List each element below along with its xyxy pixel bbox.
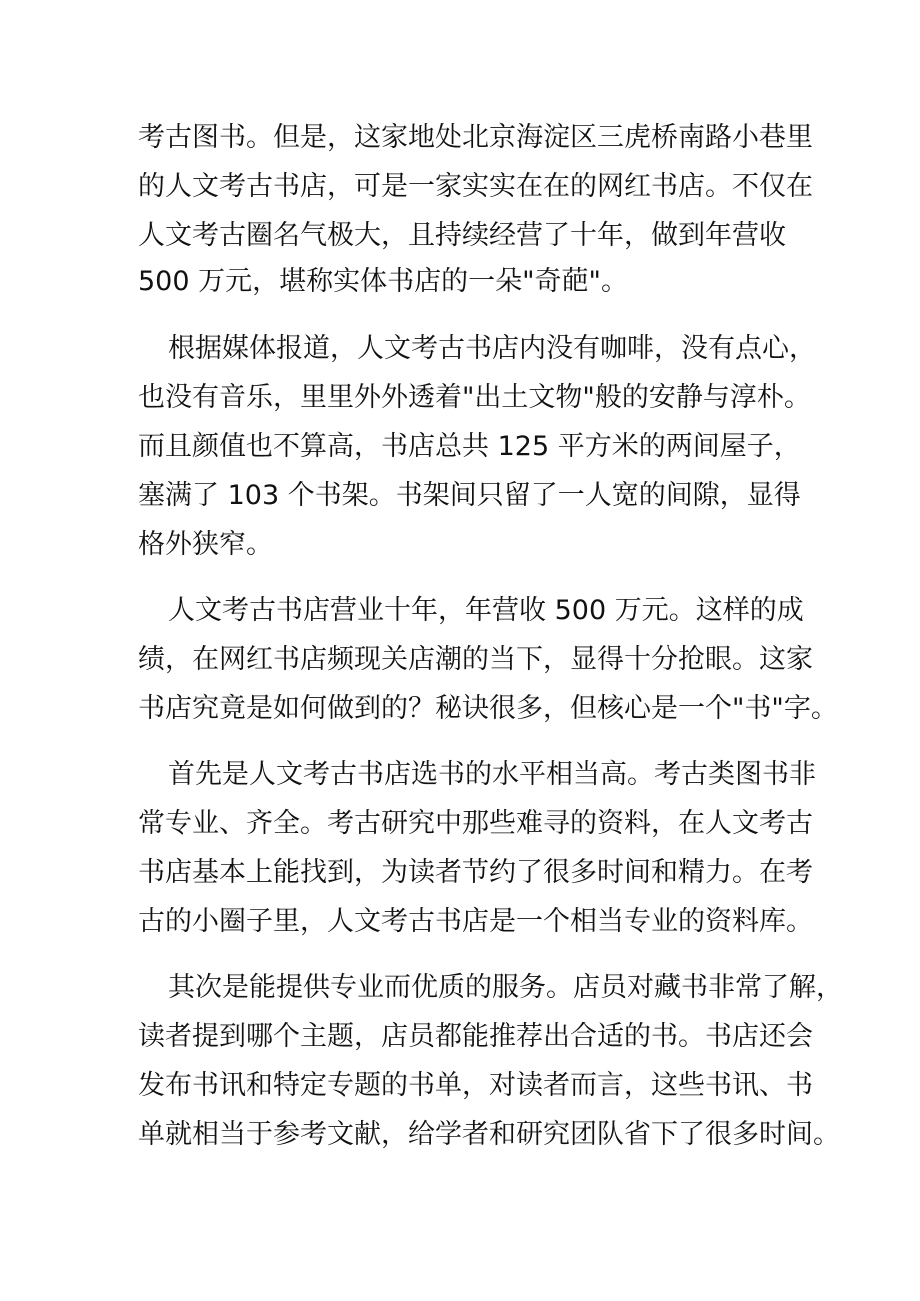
paragraph-4-line-4: 古的小圈子里，人文考古书店是一个相当专业的资料库。: [138, 906, 813, 937]
paragraph-5-line-3: 发布书讯和特定专题的书单，对读者而言，这些书讯、书: [138, 1070, 813, 1101]
paragraph-4-line-3: 书店基本上能找到，为读者节约了很多时间和精力。在考: [138, 857, 813, 888]
paragraph-2-line-2: 也没有音乐，里里外外透着"出土文物"般的安静与淳朴。: [138, 382, 811, 413]
paragraph-4-line-2: 常专业、齐全。考古研究中那些难寻的资料，在人文考古: [138, 808, 813, 839]
paragraph-3-line-1: 人文考古书店营业十年，年营收 500 万元。这样的成: [168, 595, 804, 626]
paragraph-4-line-1: 首先是人文考古书店选书的水平相当高。考古类图书非: [168, 759, 816, 790]
paragraph-3-line-2: 绩，在网红书店频现关店潮的当下，显得十分抢眼。这家: [138, 644, 813, 675]
paragraph-5-line-2: 读者提到哪个主题，店员都能推荐出合适的书。书店还会: [138, 1021, 813, 1052]
paragraph-1-line-4: 500 万元，堪称实体书店的一朵"奇葩"。: [138, 266, 628, 297]
paragraph-1-line-2: 的人文考古书店，可是一家实实在在的网红书店。不仅在: [138, 171, 813, 202]
paragraph-5-line-1: 其次是能提供专业而优质的服务。店员对藏书非常了解，: [168, 972, 843, 1003]
paragraph-2-line-4: 塞满了 103 个书架。书架间只留了一人宽的间隙，显得: [138, 480, 801, 511]
paragraph-1-line-3: 人文考古圈名气极大，且持续经营了十年，做到年营收: [138, 220, 786, 251]
paragraph-2-line-5: 格外狭窄。: [138, 529, 273, 560]
paragraph-5-line-4: 单就相当于参考文献，给学者和研究团队省下了很多时间。: [138, 1119, 840, 1150]
paragraph-2-line-3: 而且颜值也不算高，书店总共 125 平方米的两间屋子，: [138, 431, 801, 462]
paragraph-2-line-1: 根据媒体报道，人文考古书店内没有咖啡，没有点心，: [168, 333, 816, 364]
paragraph-1-line-1: 考古图书。但是，这家地处北京海淀区三虎桥南路小巷里: [138, 122, 813, 153]
paragraph-3-line-3: 书店究竟是如何做到的？秘诀很多，但核心是一个"书"字。: [138, 693, 838, 724]
